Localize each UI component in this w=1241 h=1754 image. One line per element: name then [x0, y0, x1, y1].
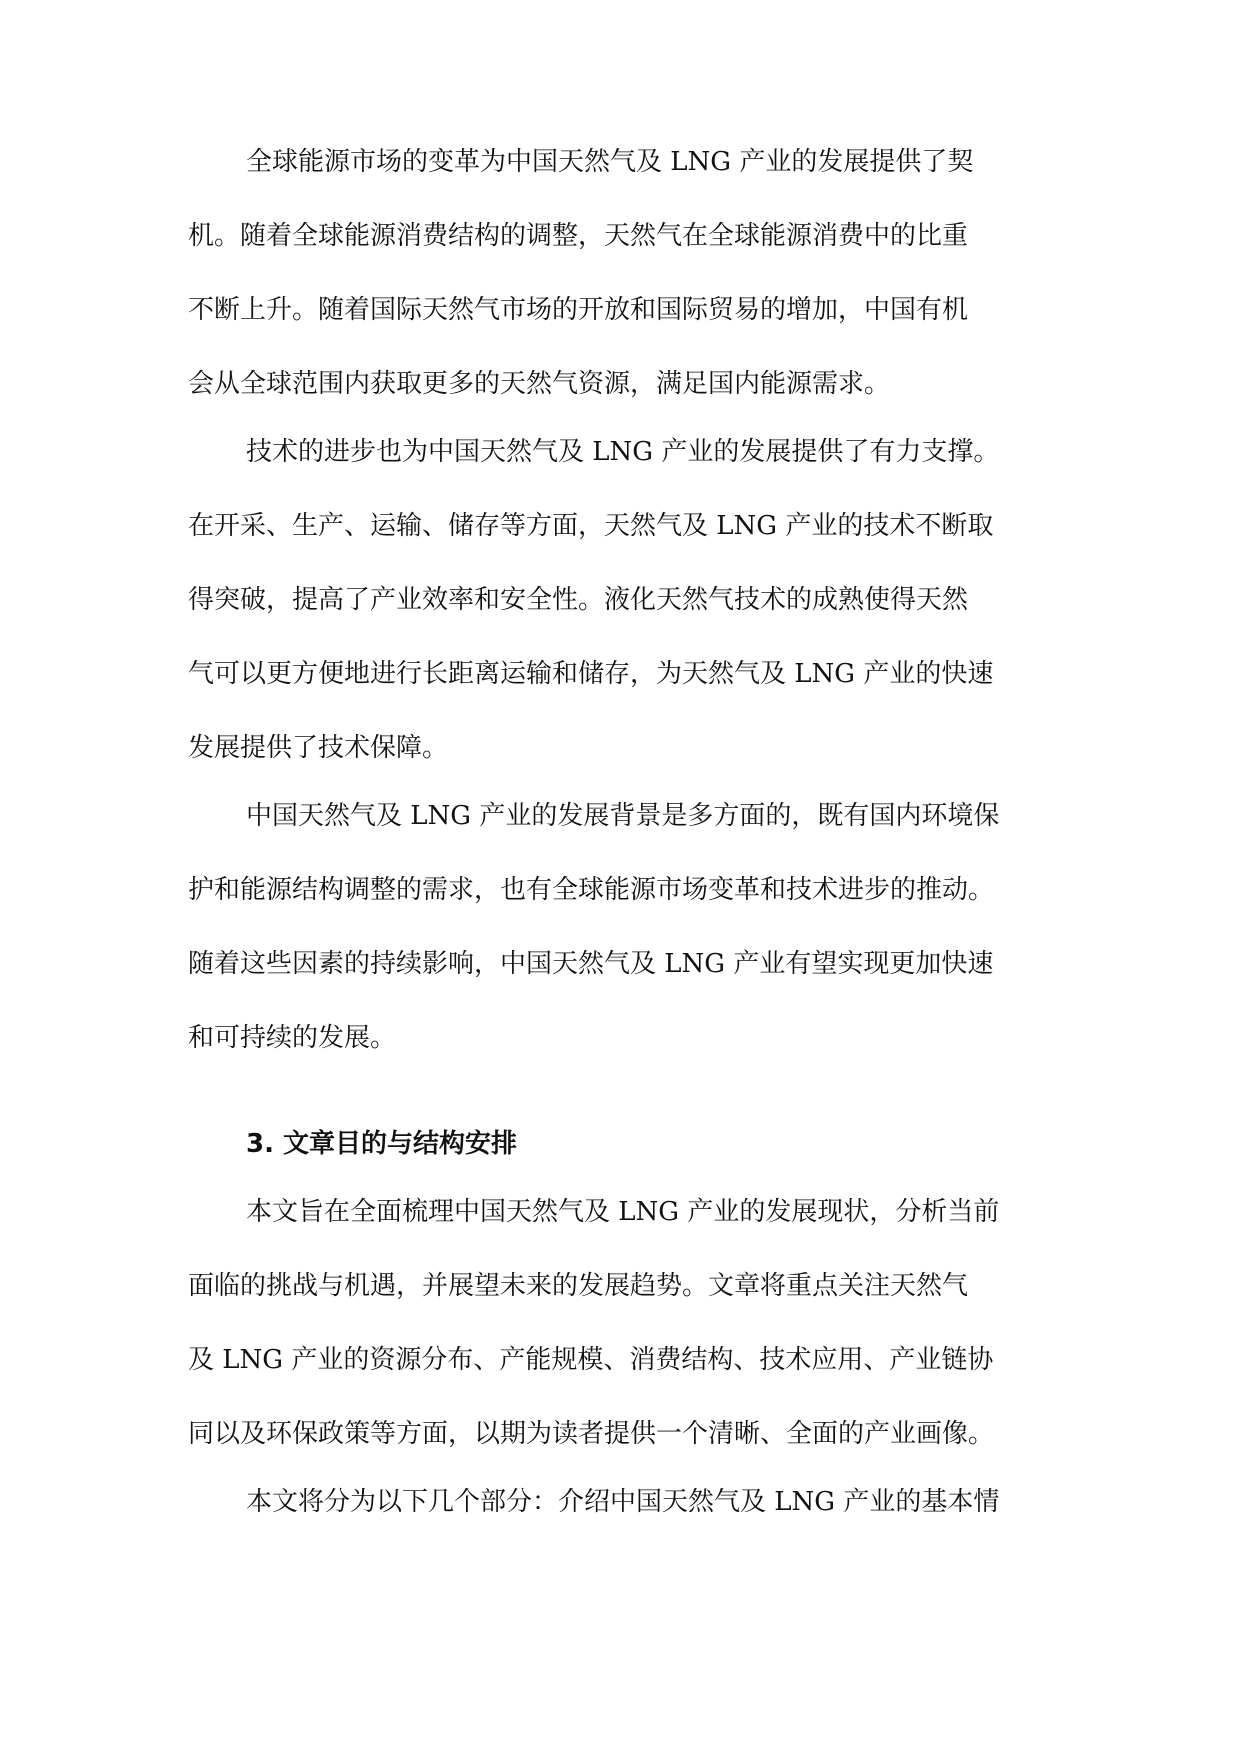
text-line: 本文将分为以下几个部分：介绍中国天然气及 LNG 产业的基本情	[246, 1487, 1000, 1517]
text-line: 全球能源市场的变革为中国天然气及 LNG 产业的发展提供了契	[246, 147, 974, 177]
text-line: 面临的挑战与机遇，并展望未来的发展趋势。文章将重点关注天然气	[188, 1271, 969, 1301]
section-heading: 3. 文章目的与结构安排	[246, 1129, 518, 1159]
text-line: 及 LNG 产业的资源分布、产能规模、消费结构、技术应用、产业链协	[188, 1345, 994, 1375]
text-line: 同以及环保政策等方面，以期为读者提供一个清晰、全面的产业画像。	[188, 1419, 995, 1449]
document-body	[188, 143, 1058, 1521]
paragraph-technology-progress	[188, 433, 1058, 767]
text-line: 会从全球范围内获取更多的天然气资源，满足国内能源需求。	[188, 369, 891, 399]
text-line: 护和能源结构调整的需求，也有全球能源市场变革和技术进步的推动。	[188, 875, 995, 905]
text-line: 随着这些因素的持续影响，中国天然气及 LNG 产业有望实现更加快速	[188, 949, 994, 979]
text-line: 和可持续的发展。	[188, 1023, 397, 1053]
text-line: 发展提供了技术保障。	[188, 733, 449, 763]
paragraph-global-energy-market	[188, 143, 1058, 403]
text-line: 技术的进步也为中国天然气及 LNG 产业的发展提供了有力支撑。	[246, 437, 1000, 467]
text-line: 气可以更方便地进行长距离运输和储存，为天然气及 LNG 产业的快速	[188, 659, 994, 689]
text-line: 机。随着全球能源消费结构的调整，天然气在全球能源消费中的比重	[188, 221, 969, 251]
text-line: 中国天然气及 LNG 产业的发展背景是多方面的，既有国内环境保	[246, 801, 1000, 831]
text-line: 在开采、生产、运输、储存等方面，天然气及 LNG 产业的技术不断取	[188, 511, 994, 541]
text-line: 不断上升。随着国际天然气市场的开放和国际贸易的增加，中国有机	[188, 295, 969, 325]
paragraph-development-background	[188, 797, 1058, 1057]
paragraph-article-structure	[188, 1483, 1058, 1521]
text-line: 得突破，提高了产业效率和安全性。液化天然气技术的成熟使得天然	[188, 585, 969, 615]
text-line: 本文旨在全面梳理中国天然气及 LNG 产业的发展现状，分析当前	[246, 1197, 1000, 1227]
paragraph-article-purpose	[188, 1193, 1058, 1453]
